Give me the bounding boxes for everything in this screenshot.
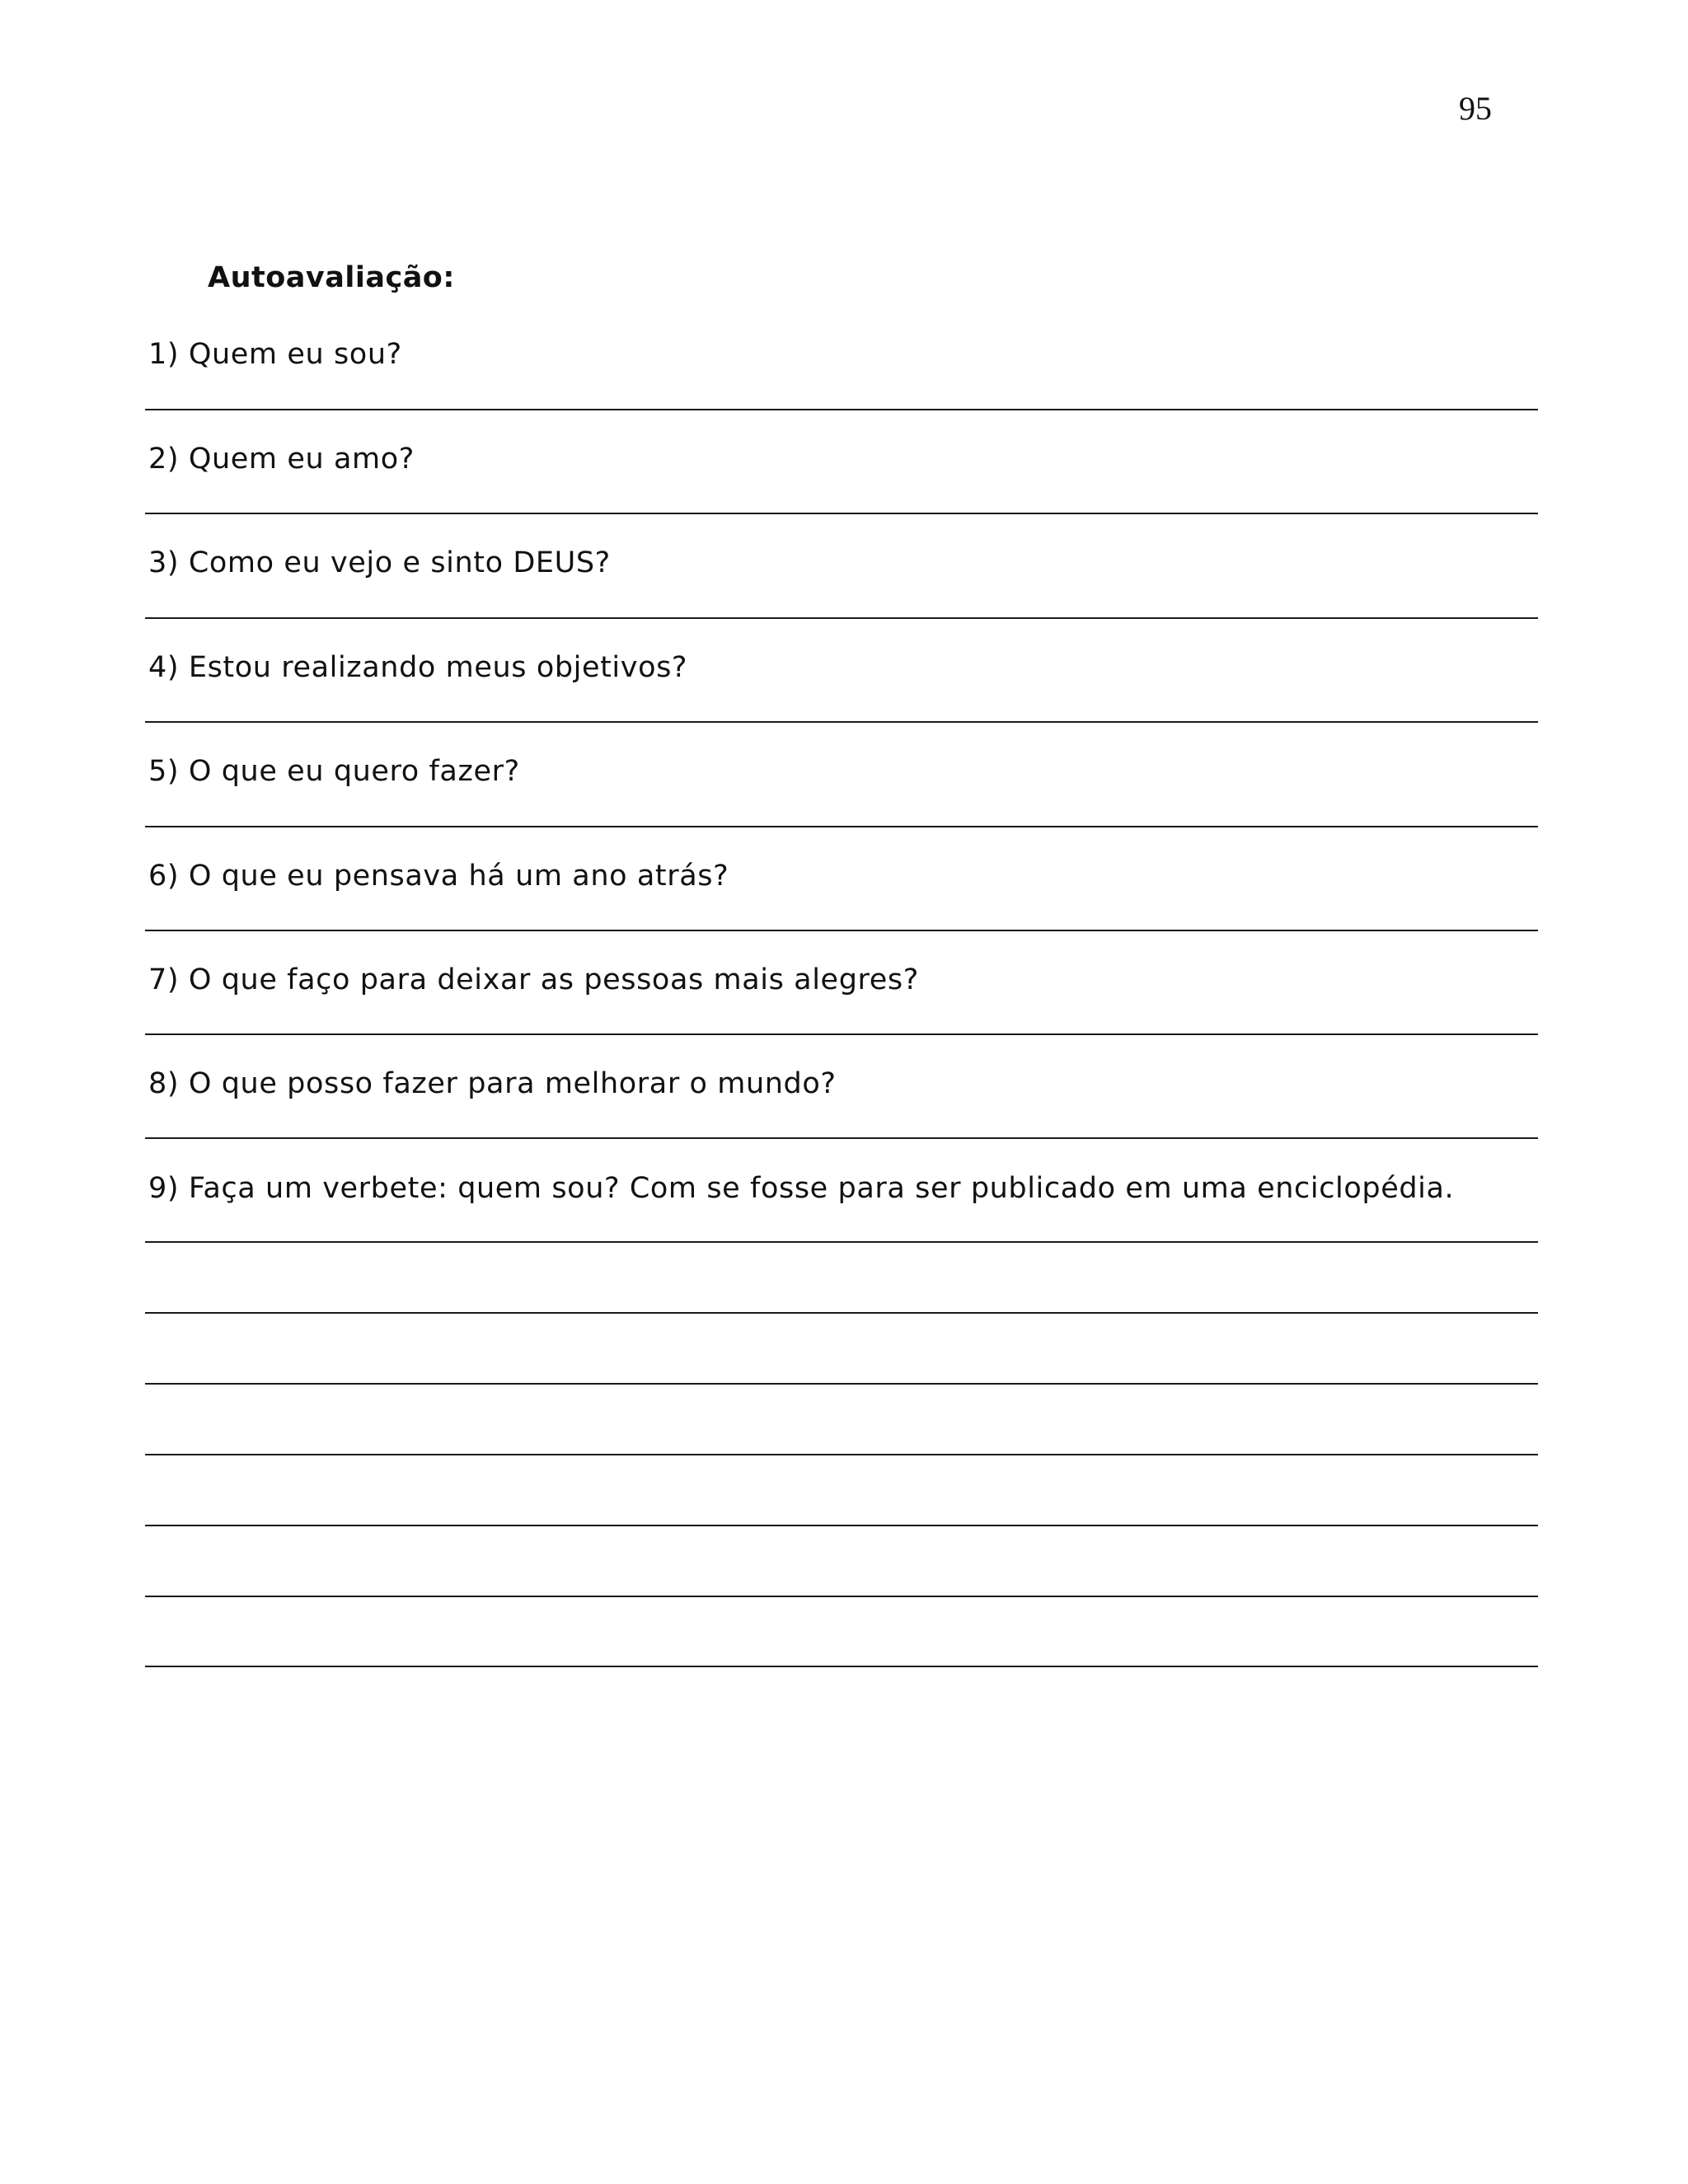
answer-line-2[interactable] — [145, 513, 1538, 514]
answer-line-8[interactable] — [145, 1137, 1538, 1139]
answer-line-9[interactable] — [145, 1241, 1538, 1243]
page-heading: Autoavaliação: — [208, 261, 455, 294]
question-5: 5) O que eu quero fazer? — [148, 755, 520, 788]
answer-line-6[interactable] — [145, 930, 1538, 931]
answer-line-4[interactable] — [145, 721, 1538, 723]
question-3: 3) Como eu vejo e sinto DEUS? — [148, 546, 611, 579]
answer-line-1[interactable] — [145, 409, 1538, 410]
answer-line-5[interactable] — [145, 826, 1538, 827]
question-7: 7) O que faço para deixar as pessoas mais alegres? — [148, 963, 919, 996]
question-9: 9) Faça um verbete: quem sou? Com se fosse para ser publicado em uma enciclopédia. — [148, 1172, 1455, 1205]
question-8: 8) O que posso fazer para melhorar o mundo? — [148, 1067, 837, 1100]
answer-line-7[interactable] — [145, 1033, 1538, 1035]
answer-line-9[interactable] — [145, 1454, 1538, 1455]
answer-line-3[interactable] — [145, 617, 1538, 619]
question-6: 6) O que eu pensava há um ano atrás? — [148, 860, 729, 893]
page-number: 95 — [1459, 90, 1492, 127]
answer-line-9[interactable] — [145, 1383, 1538, 1385]
question-4: 4) Estou realizando meus objetivos? — [148, 651, 688, 684]
answer-line-9[interactable] — [145, 1596, 1538, 1597]
question-2: 2) Quem eu amo? — [148, 443, 415, 476]
answer-line-9[interactable] — [145, 1525, 1538, 1526]
answer-line-9[interactable] — [145, 1666, 1538, 1667]
question-1: 1) Quem eu sou? — [148, 338, 402, 371]
answer-line-9[interactable] — [145, 1312, 1538, 1314]
